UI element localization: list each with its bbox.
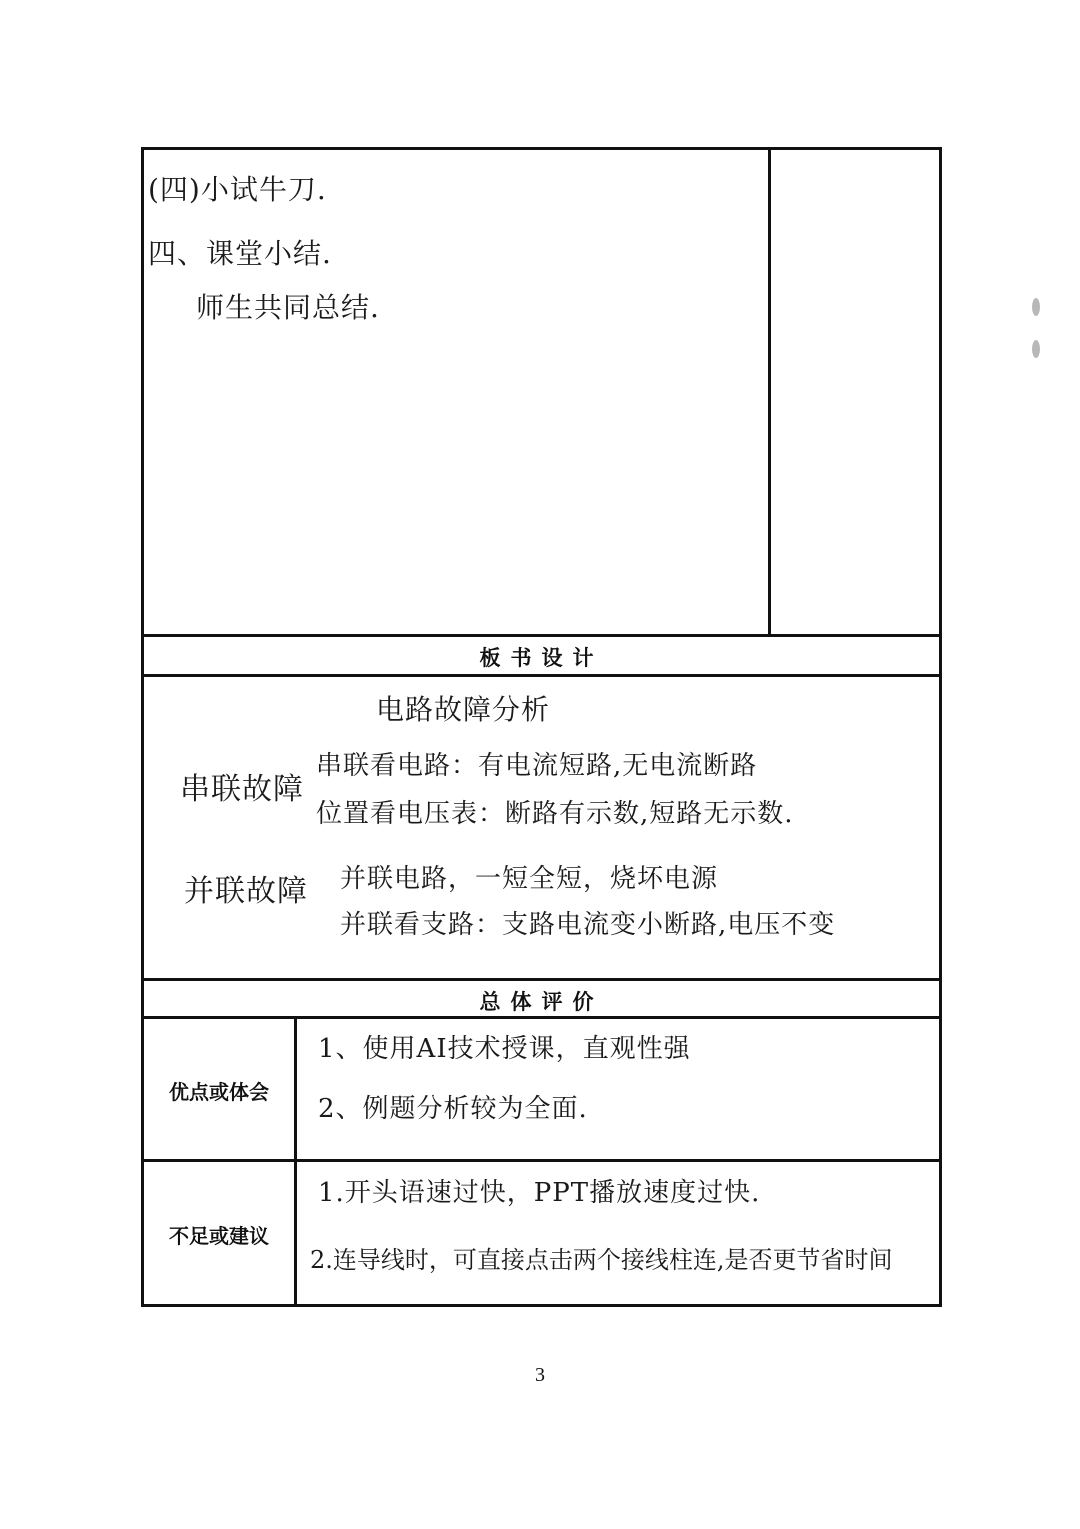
board-header-bottom-rule [141, 674, 942, 677]
weakness-item-2: 2.连导线时，可直接点击两个接线柱连,是否更节省时间 [310, 1246, 893, 1274]
lesson-note-line-3: 师生共同总结. [196, 291, 380, 324]
lesson-note-line-2: 四、课堂小结. [148, 237, 332, 270]
evaluation-header: 总体评价 [479, 990, 604, 1014]
evaluation-row-divider [141, 1159, 942, 1162]
weakness-item-1: 1.开头语速过快，PPT播放速度过快. [318, 1178, 761, 1208]
board-header-top-rule [141, 634, 942, 637]
evaluation-header-bottom-rule [141, 1016, 942, 1019]
strength-item-1: 1、使用AI技术授课，直观性强 [318, 1034, 691, 1064]
notes-column-divider [768, 147, 771, 636]
strengths-label: 优点或体会 [169, 1080, 269, 1104]
series-fault-line-2: 位置看电压表：断路有示数,短路无示数. [316, 799, 794, 829]
board-title: 电路故障分析 [376, 693, 551, 726]
page-number: 3 [535, 1364, 545, 1386]
parallel-fault-line-2: 并联看支路：支路电流变小断路,电压不变 [340, 910, 836, 940]
parallel-fault-line-1: 并联电路，一短全短，烧坏电源 [340, 864, 719, 894]
lesson-note-line-1: (四)小试牛刀. [148, 173, 327, 206]
board-design-header: 板书设计 [479, 646, 604, 670]
parallel-fault-label: 并联故障 [184, 874, 308, 909]
evaluation-label-divider [294, 1016, 297, 1307]
binding-hole-mark [1032, 340, 1040, 358]
series-fault-label: 串联故障 [180, 772, 304, 807]
evaluation-header-top-rule [141, 978, 942, 981]
weaknesses-label: 不足或建议 [169, 1224, 269, 1248]
series-fault-line-1: 串联看电路：有电流短路,无电流断路 [316, 751, 758, 781]
binding-hole-mark [1032, 298, 1040, 316]
strength-item-2: 2、例题分析较为全面. [318, 1094, 588, 1124]
